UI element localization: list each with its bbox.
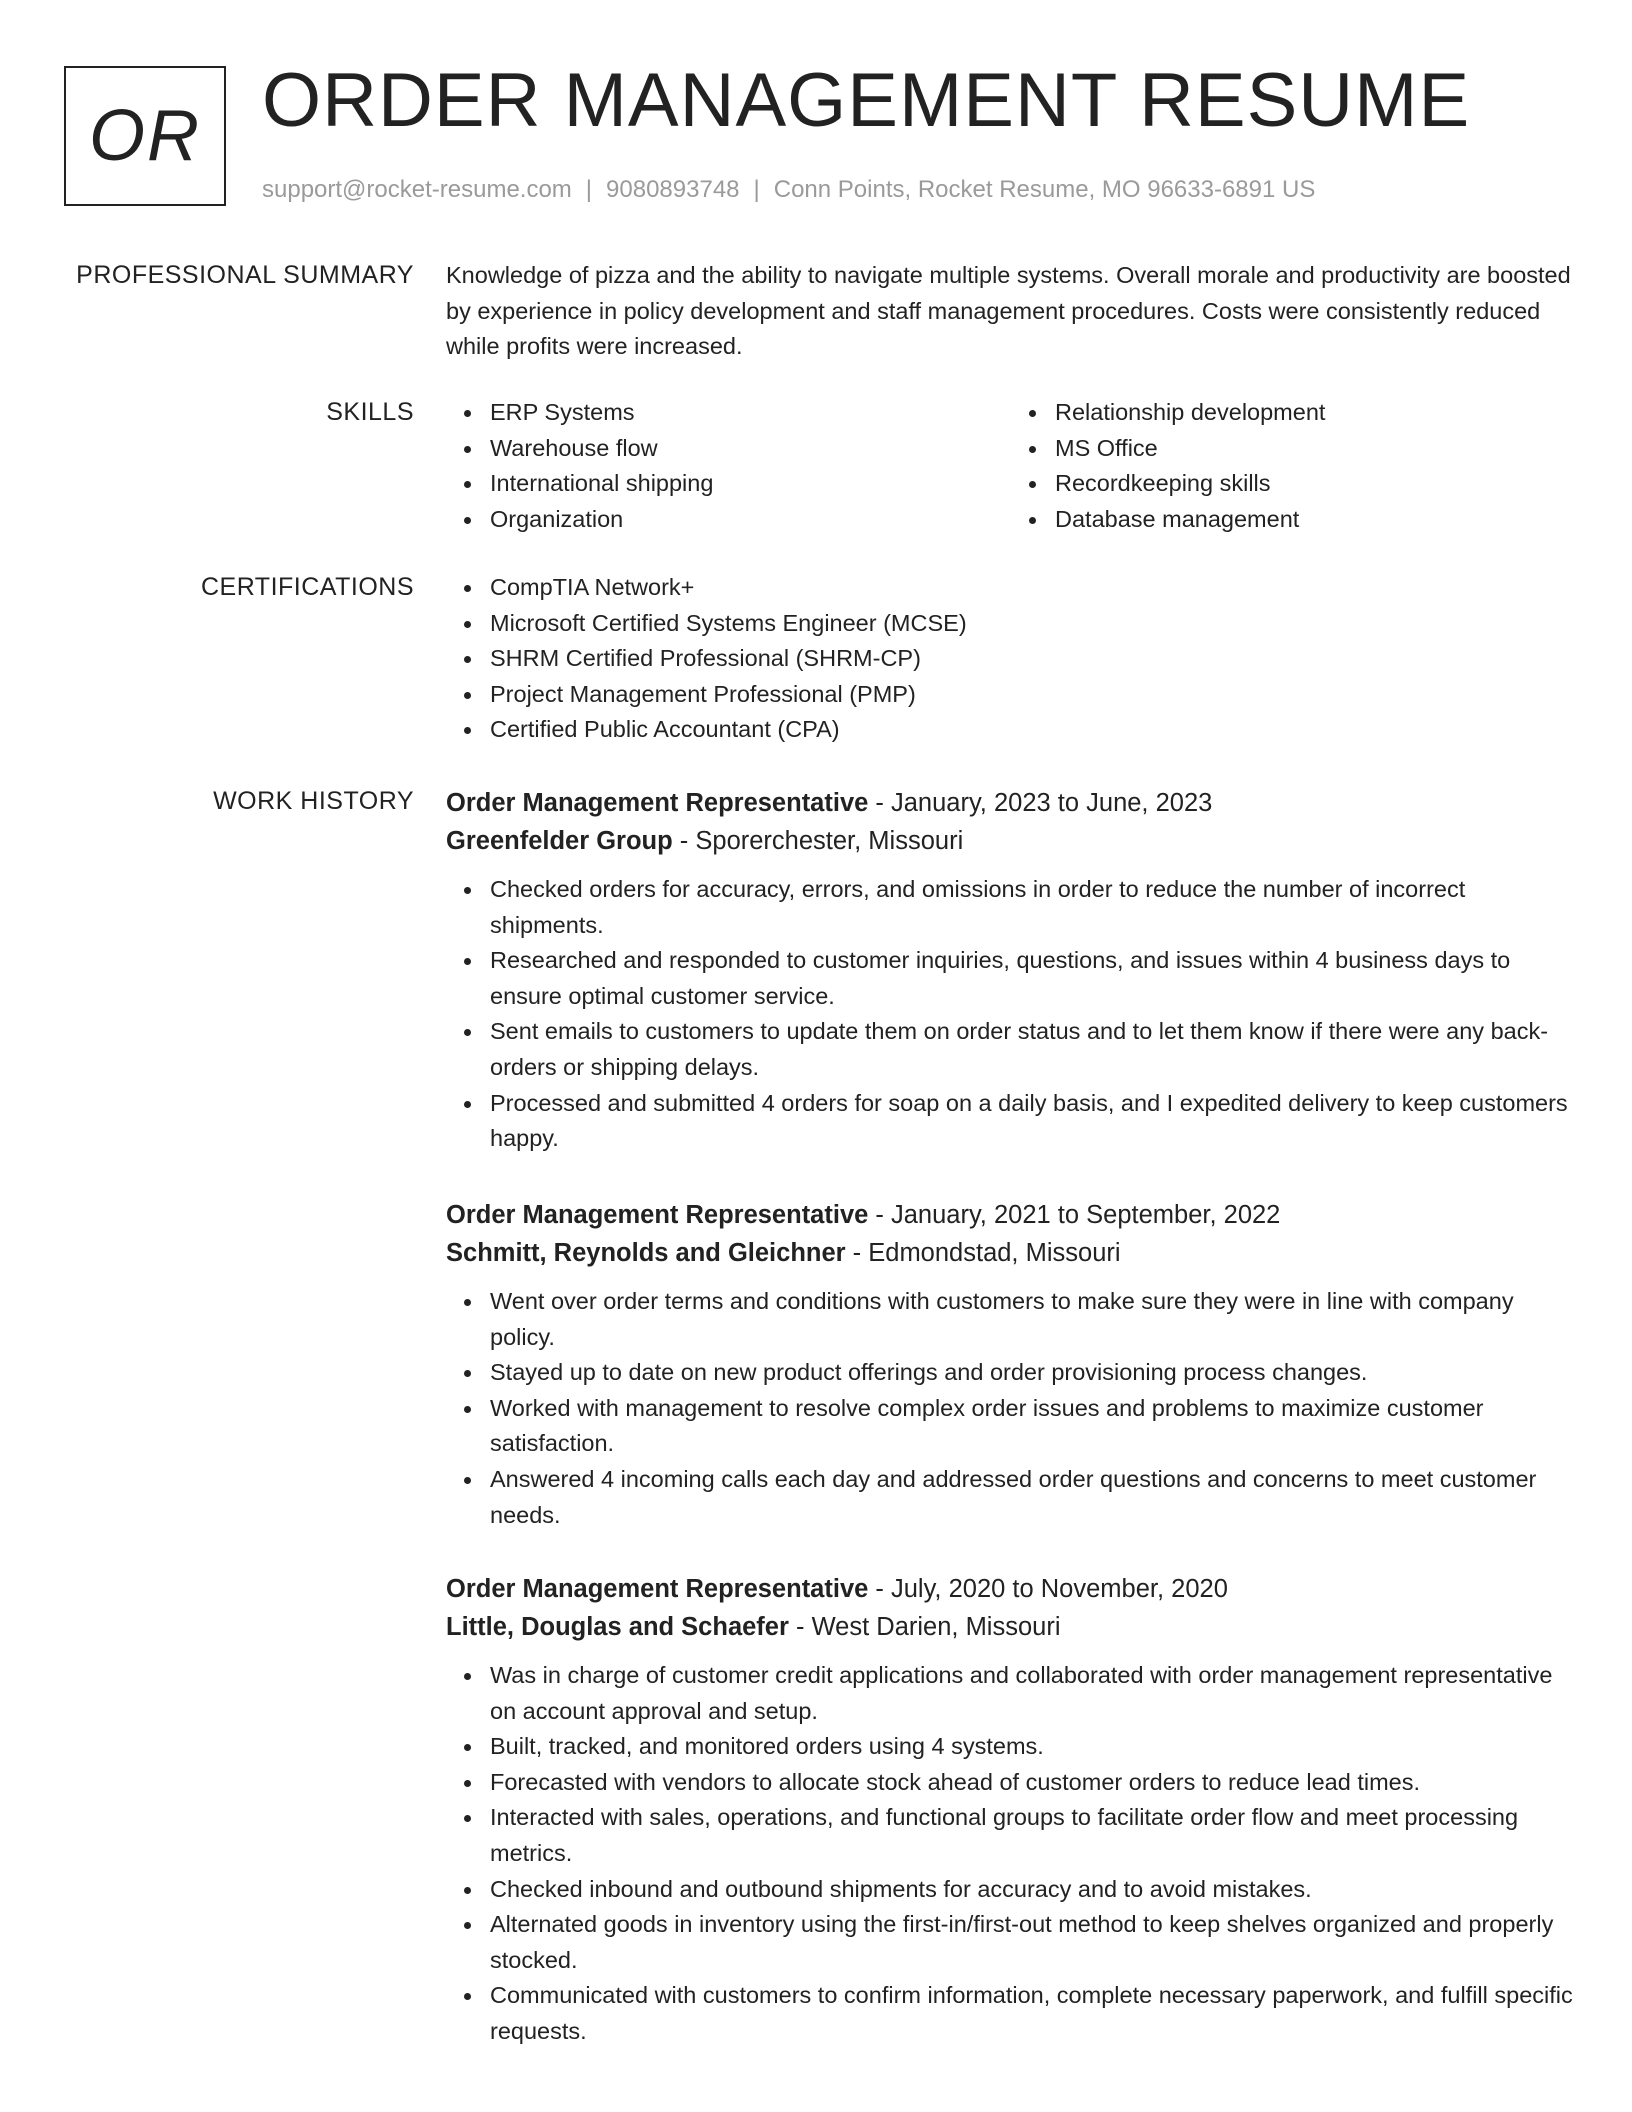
skills-content [446,395,1576,537]
job-bullets [446,872,1576,1157]
list-item: Interacted with sales, operations, and functional groups to facilitate order flow and meet processing metrics. [490,1800,1576,1871]
list-item: Forecasted with vendors to allocate stock ahead of customer orders to reduce lead times. [490,1765,1576,1801]
job-title: Order Management Representative [446,1575,869,1603]
list-item: Communicated with customers to confirm information, complete necessary paperwork, and fulfill specific requests. [490,1978,1576,2049]
list-item: Answered 4 incoming calls each day and addressed order questions and concerns to meet customer needs. [490,1462,1576,1533]
job-company-line [446,1608,1576,1646]
summary-text: Knowledge of pizza and the ability to navigate multiple systems. Overall morale and productivity are boosted by experience in policy development and staff management procedures. Costs were consistently reduced while profits were increased. [446,262,1571,360]
job-dates: - January, 2023 to June, 2023 [868,789,1213,817]
list-item: Went over order terms and conditions with customers to make sure they were in line with company policy. [490,1284,1576,1355]
job-location: - Edmondstad, Missouri [845,1239,1121,1267]
list-item: Was in charge of customer credit applications and collaborated with order management representative on account approval and setup. [490,1658,1576,1729]
list-item: MS Office [1055,431,1576,467]
job-entry [446,1196,1576,1533]
job-entry [446,1570,1576,2050]
list-item: CompTIA Network+ [490,570,1576,606]
list-item: Organization [490,502,1011,538]
monogram-logo [64,66,226,206]
list-item: Researched and responded to customer inquiries, questions, and issues within 4 business days to ensure optimal customer service. [490,943,1576,1014]
job-title-line [446,1196,1576,1234]
job-dates: - January, 2021 to September, 2022 [868,1201,1281,1229]
job-company: Schmitt, Reynolds and Gleichner [446,1239,846,1267]
list-item: Checked orders for accuracy, errors, and omissions in order to reduce the number of incorrect shipments. [490,872,1576,943]
list-item: Worked with management to resolve complex order issues and problems to maximize customer satisfaction. [490,1391,1576,1462]
list-item: SHRM Certified Professional (SHRM-CP) [490,641,1576,677]
skills-list-left [446,395,1011,537]
list-item: Certified Public Accountant (CPA) [490,712,1576,748]
job-location: - Sporerchester, Missouri [672,827,964,855]
list-item: Sent emails to customers to update them on order status and to let them know if there were any back-orders or shipping delays. [490,1014,1576,1085]
summary-content [446,258,1576,365]
contact-separator: | [585,176,593,203]
job-title: Order Management Representative [446,1201,869,1229]
list-item: International shipping [490,466,1011,502]
list-item: Relationship development [1055,395,1576,431]
list-item: Recordkeeping skills [1055,466,1576,502]
list-item: ERP Systems [490,395,1011,431]
section-label-skills: SKILLS [326,398,414,426]
list-item: Project Management Professional (PMP) [490,677,1576,713]
job-bullets [446,1284,1576,1533]
job-company: Greenfelder Group [446,827,673,855]
job-location: - West Darien, Missouri [788,1613,1061,1641]
list-item: Stayed up to date on new product offerings and order provisioning process changes. [490,1355,1576,1391]
contact-phone[interactable]: 9080893748 [606,176,740,203]
list-item: Database management [1055,502,1576,538]
job-company-line [446,822,1576,860]
job-title-line [446,784,1576,822]
job-title: Order Management Representative [446,789,869,817]
resume-title: ORDER MANAGEMENT RESUME [262,58,1471,143]
certifications-list [446,570,1576,748]
job-title-line [446,1570,1576,1608]
list-item: Warehouse flow [490,431,1011,467]
list-item: Built, tracked, and monitored orders using 4 systems. [490,1729,1576,1765]
list-item: Processed and submitted 4 orders for soap on a daily basis, and I expedited delivery to keep customers happy. [490,1086,1576,1157]
job-company-line [446,1234,1576,1272]
contact-line [262,174,1315,206]
list-item: Microsoft Certified Systems Engineer (MCSE) [490,606,1576,642]
contact-email[interactable]: support@rocket-resume.com [262,176,572,203]
list-item: Checked inbound and outbound shipments for accuracy and to avoid mistakes. [490,1872,1576,1908]
contact-address: Conn Points, Rocket Resume, MO 96633-6891 US [773,176,1316,203]
list-item: Alternated goods in inventory using the first-in/first-out method to keep shelves organized and properly stocked. [490,1907,1576,1978]
skills-list-right [1011,395,1576,537]
section-label-work-history: WORK HISTORY [213,787,414,815]
contact-separator: | [753,176,760,203]
section-label-summary: PROFESSIONAL SUMMARY [76,261,414,289]
job-company: Little, Douglas and Schaefer [446,1613,789,1641]
monogram-text: OR [89,96,201,176]
job-dates: - July, 2020 to November, 2020 [868,1575,1228,1603]
job-bullets [446,1658,1576,2050]
job-entry [446,784,1576,1157]
certifications-content [446,570,1576,748]
section-label-certifications: CERTIFICATIONS [200,573,414,601]
